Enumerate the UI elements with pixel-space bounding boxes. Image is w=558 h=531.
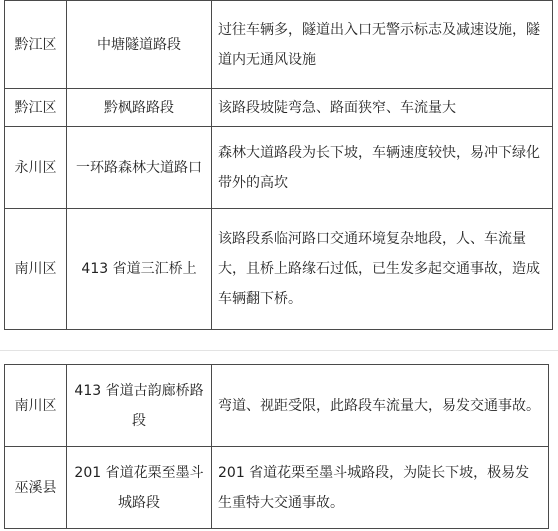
district-cell: 巫溪县 xyxy=(5,447,67,529)
district-cell: 南川区 xyxy=(5,365,67,447)
road-section-cell: 一环路森林大道路口 xyxy=(67,127,212,209)
road-section-cell: 中塘隧道路段 xyxy=(67,1,212,89)
description-cell: 该路段坡陡弯急、路面狭窄、车流量大 xyxy=(212,89,553,127)
table-row xyxy=(5,89,553,127)
description-cell: 201 省道花栗至墨斗城路段，为陡长下坡，极易发生重特大交通事故。 xyxy=(212,447,549,529)
road-section-cell: 413 省道古韵廊桥路段 xyxy=(67,365,212,447)
road-hazard-table-top xyxy=(4,0,553,330)
road-section-cell: 黔枫路路段 xyxy=(67,89,212,127)
page-break-divider xyxy=(0,350,558,351)
district-cell: 黔江区 xyxy=(5,1,67,89)
table-row xyxy=(5,1,553,89)
road-section-cell: 413 省道三汇桥上 xyxy=(67,209,212,330)
table-row xyxy=(5,209,553,330)
district-cell: 黔江区 xyxy=(5,89,67,127)
description-cell: 过往车辆多，隧道出入口无警示标志及减速设施，隧道内无通风设施 xyxy=(212,1,553,89)
description-cell: 弯道、视距受限，此路段车流量大，易发交通事故。 xyxy=(212,365,549,447)
road-hazard-table-bottom xyxy=(4,364,549,529)
district-cell: 永川区 xyxy=(5,127,67,209)
table-row xyxy=(5,127,553,209)
road-section-cell: 201 省道花栗至墨斗城路段 xyxy=(67,447,212,529)
table-row xyxy=(5,365,549,447)
description-cell: 森林大道路段为长下坡，车辆速度较快，易冲下绿化带外的高坎 xyxy=(212,127,553,209)
district-cell: 南川区 xyxy=(5,209,67,330)
table-row xyxy=(5,447,549,529)
description-cell: 该路段系临河路口交通环境复杂地段，人、车流量大，且桥上路缘石过低，已生发多起交通事故，造成车辆翻下桥。 xyxy=(212,209,553,330)
